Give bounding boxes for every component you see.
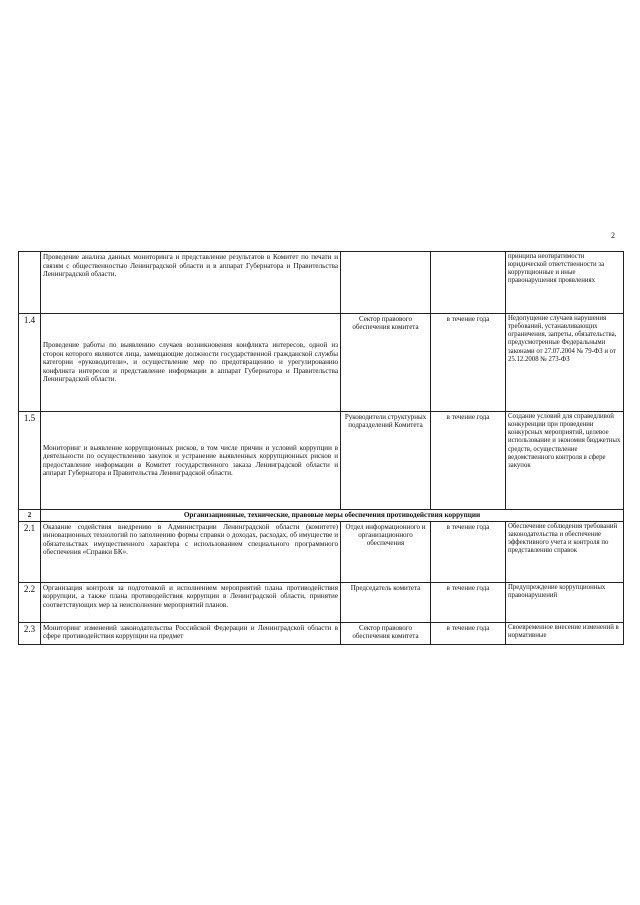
table-row	[19, 412, 624, 510]
table-row	[19, 521, 624, 582]
term-cell: в течение года	[431, 622, 506, 644]
responsible-cell: Председатель комитета	[341, 582, 431, 622]
measure-cell: Проведение работы по выявлению случаев возникновения конфликта интересов, одной из сторон которого являются лица, замещающие должности государственной гражданской службы категории «руководители», и осуществление мер по предотвращению и урегулированию конфликта интересов и представление информации в аппарат Губернатора и Правительства Ленинградской области.	[41, 314, 341, 412]
row-number: 2.3	[19, 622, 41, 644]
result-cell: Обеспечение соблюдения требований законодательства и обеспечение эффективного учета и контроля по представлению справок	[506, 521, 624, 582]
measure-cell: Мониторинг изменений законодательства Российской Федерации и Ленинградской области в сфере противодействия коррупции на предмет	[41, 622, 341, 644]
result-cell: Предупреждение коррупционных правонарушений	[506, 582, 624, 622]
result-cell: Недопущение случаев нарушения требований, устанавливающих ограничения, запреты, обязательства, предусмотренные Федеральными законами от 27.07.2004 № 79-ФЗ и от 25.12.2008 № 273-ФЗ	[506, 314, 624, 412]
responsible-cell: Сектор правового обеспечения комитета	[341, 314, 431, 412]
result-cell: принципа неотвратимости юридической ответственности за коррупционные и иные правонарушения проявлениях	[506, 252, 624, 314]
row-number: 1.4	[19, 314, 41, 412]
measure-cell: Мониторинг и выявление коррупционных рисков, в том числе причин и условий коррупции в деятельности по осуществлению закупок и устранение выявленных коррупционных рисков и предоставление информации в Комитет государственного заказа Ленинградской области и аппарат Губернатора и Правительства Ленинградской области.	[41, 412, 341, 510]
row-number: 2.1	[19, 521, 41, 582]
section-title: Организационные, технические, правовые меры обеспечения противодействия коррупции	[41, 510, 624, 522]
responsible-cell: Руководители структурных подразделений Комитета	[341, 412, 431, 510]
term-cell: в течение года	[431, 521, 506, 582]
result-cell: Своевременное внесение изменений в нормативные	[506, 622, 624, 644]
table-row	[19, 314, 624, 412]
table-row	[19, 622, 624, 644]
row-number: 2.2	[19, 582, 41, 622]
row-number	[19, 252, 41, 314]
term-cell: в течение года	[431, 582, 506, 622]
measure-cell: Организация контроля за подготовкой и исполнением мероприятий плана противодействия коррупции, а также плана противодействия коррупции в Ленинградской области, принятие соответствующих мер за неисполнение мероприятий планов.	[41, 582, 341, 622]
responsible-cell	[341, 252, 431, 314]
page-number: 2	[611, 231, 615, 240]
row-number: 1.5	[19, 412, 41, 510]
measure-cell: Оказание содействия внедрению в Администрации Ленинградской области (комитете) инновационных технологий по заполнению формы справки о доходах, расходах, об имуществе и обязательствах имущественного характера с использованием специального программного обеспечения «Справки БК».	[41, 521, 341, 582]
term-cell	[431, 252, 506, 314]
section-header-row	[19, 510, 624, 522]
term-cell: в течение года	[431, 314, 506, 412]
table-row	[19, 582, 624, 622]
result-cell: Создание условий для справедливой конкуренции при проведении конкурсных мероприятий, целевое использование и экономия бюджетных средств, осуществление ведомственного контроля в сфере закупок	[506, 412, 624, 510]
anti-corruption-plan-table	[18, 251, 624, 645]
responsible-cell: Сектор правового обеспечения комитета	[341, 622, 431, 644]
table-row	[19, 252, 624, 314]
responsible-cell: Отдел информационного и организационного обеспечения	[341, 521, 431, 582]
section-number: 2	[19, 510, 41, 522]
term-cell: в течение года	[431, 412, 506, 510]
measure-cell: Проведение анализа данных мониторинга и представление результатов в Комитет по печати и связям с общественностью Ленинградской области и в аппарат Губернатора и Правительства Ленинградской области.	[41, 252, 341, 314]
